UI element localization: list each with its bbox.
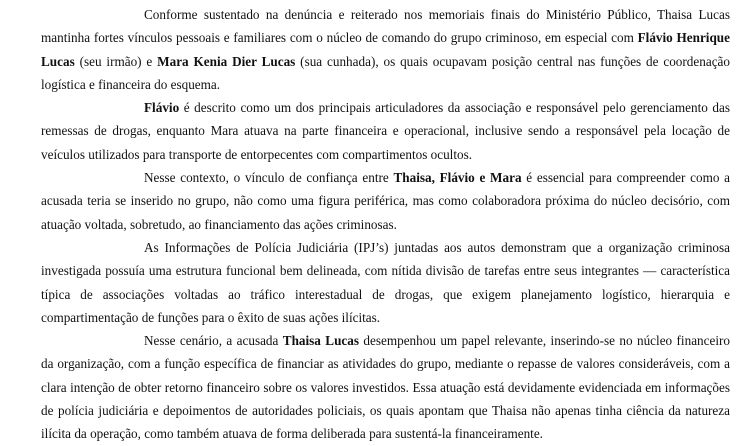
paragraph-1-text: (sua cunhada), os quais ocupavam posição central nas funções de coordenação logística e financeira do esquema. [41, 53, 730, 92]
paragraph-5 [41, 329, 730, 445]
paragraph-3 [41, 166, 730, 236]
paragraph-1-text: (seu irmão) e [74, 53, 158, 69]
paragraph-4-text: As Informações de Polícia Judiciária (IPJ’s) juntadas aos autos demonstram que a organização criminosa investigada possuía uma estrutura funcional bem delineada, com nítida divisão de tarefas entre seus integrantes — característica típica de associações voltadas ao tráfico interestadual de drogas, que exigem planejamento logístico, hierarquia e compartimentação de funções para o êxito de suas ações ilícitas. [41, 239, 730, 325]
paragraph-1 [41, 3, 730, 96]
names-thaisa-flavio-mara: Thaisa, Flávio e Mara [393, 170, 522, 186]
paragraph-2 [41, 96, 730, 166]
name-mara-kenia-dier-lucas: Mara Kenia Dier Lucas [157, 53, 296, 69]
paragraph-1-text: Conforme sustentado na denúncia e reiterado nos memoriais finais do Ministério Público, Thaisa Lucas mantinha fortes vínculos pessoais e familiares com o núcleo de comando do grupo criminoso, em especial com [41, 7, 730, 46]
paragraph-3-text: é essencial para compreender como a acusada teria se inserido no grupo, não como uma figura periférica, mas como colaboradora próxima do núcleo decisório, com atuação voltada, sobretudo, ao financiamento das ações criminosas. [41, 170, 731, 232]
name-flavio-henrique-lucas: Flávio Henrique Lucas [41, 30, 730, 69]
paragraph-5-text: desempenhou um papel relevante, inserindo-se no núcleo financeiro da organização, com a função específica de financiar as atividades do grupo, mediante o repasse de valores consideráveis, com a clara intenção de obter retorno financeiro sobre os valores investidos. Essa atuação está devidamente evidenciada em informações de polícia judiciária e depoimentos de autoridades policiais, os quais apontam que Thaisa não apenas tinha ciência da natureza ilícita da operação, como também atuava de forma deliberada para sustentá-la financeiramente. [41, 333, 730, 442]
paragraph-5-text: Nesse cenário, a acusada [144, 333, 283, 349]
paragraph-2-text: é descrito como um dos principais articuladores da associação e responsável pelo gerenciamento das remessas de drogas, enquanto Mara atuava na parte financeira e operacional, inclusive sendo a responsável pela locação de veículos utilizados para transporte de entorpecentes com compartimentos ocultos. [41, 100, 730, 162]
paragraph-3-text: Nesse contexto, o vínculo de confiança entre [144, 170, 394, 186]
paragraph-4 [41, 236, 730, 329]
name-flavio: Flávio [144, 100, 180, 116]
name-thaisa-lucas: Thaisa Lucas [282, 333, 360, 349]
